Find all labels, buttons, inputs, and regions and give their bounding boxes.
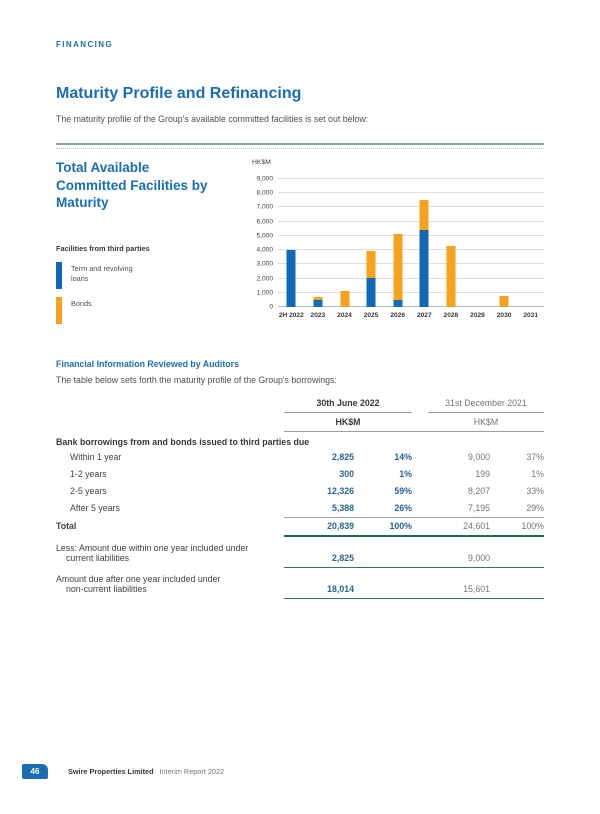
spacer <box>412 413 428 431</box>
pct-2022: 26% <box>394 502 412 513</box>
value-2022: 12,326 <box>327 485 354 496</box>
x-tick-label: 2025 <box>363 312 379 319</box>
pct-2022: 59% <box>394 485 412 496</box>
value-2022: 5,388 <box>331 502 354 513</box>
table-group-row: Bank borrowings from and bonds issued to third parties due <box>56 436 310 447</box>
col-header-2021: 31st December 2021 <box>428 398 544 413</box>
table-unit-row <box>56 413 544 431</box>
value-2022: 300 <box>339 468 354 479</box>
x-tick-label: 2H 2022 <box>278 312 304 319</box>
chart-legend <box>56 244 252 324</box>
pct-2021: 29% <box>526 502 544 513</box>
footer-company: Swire Properties Limited <box>68 767 154 776</box>
bar-segment <box>367 251 376 278</box>
y-axis-unit-label: HK$M <box>252 159 271 166</box>
bar-segment <box>446 246 455 307</box>
page-title: Maturity Profile and Refinancing <box>56 85 302 102</box>
row-label <box>56 543 284 563</box>
term-loans-swatch-icon <box>56 262 62 289</box>
x-tick-label: 2027 <box>416 312 432 319</box>
y-tick-label: 7,000 <box>256 203 273 211</box>
pct-2021: 100% <box>521 520 544 531</box>
spacer <box>56 398 284 413</box>
spacer <box>56 413 284 431</box>
unit-2021: HK$M <box>473 416 499 427</box>
value-2022: 18,014 <box>327 583 354 594</box>
borrowings-table <box>56 398 544 599</box>
chart-panel <box>56 143 544 332</box>
bar-segment <box>420 230 429 307</box>
row-rule <box>284 598 544 599</box>
spacer <box>412 398 428 413</box>
bar-segment <box>420 200 429 230</box>
footer-report-name: Interim Report 2022 <box>159 767 225 776</box>
y-tick-label: 1,000 <box>256 289 273 297</box>
page-footer <box>0 764 600 780</box>
table-row <box>56 483 544 500</box>
bar-segment <box>500 296 509 307</box>
value-2022: 2,825 <box>331 451 354 462</box>
value-2021: 9,000 <box>467 552 490 563</box>
bar-segment <box>340 291 349 307</box>
y-tick-label: 5,000 <box>256 232 273 240</box>
legend-label: Bonds <box>71 298 92 308</box>
chart-plot <box>278 179 544 307</box>
legend-title: Facilities from third parties <box>56 243 150 253</box>
bar-2h-2022 <box>287 179 296 307</box>
table-column-headers <box>56 398 544 413</box>
x-tick-label: 2023 <box>310 312 326 319</box>
x-tick-label: 2024 <box>337 312 352 319</box>
pct-2022: 1% <box>399 468 412 479</box>
y-tick-label: 6,000 <box>256 218 273 226</box>
row-label: Total <box>56 520 77 531</box>
pct-2021: 33% <box>526 485 544 496</box>
bar-segment <box>313 300 322 307</box>
row-label <box>56 574 284 594</box>
value-2021: 24,601 <box>463 520 490 531</box>
bar-segment <box>367 278 376 307</box>
col-header-2022: 30th June 2022 <box>284 398 412 413</box>
auditor-heading: Financial Information Reviewed by Auditors <box>56 358 239 369</box>
legend-item-bonds <box>56 297 252 324</box>
x-tick-label: 2029 <box>470 312 485 319</box>
y-tick-label: 9,000 <box>256 175 273 183</box>
x-tick-label: 2026 <box>390 312 406 319</box>
intro-text: The maturity profile of the Group's available committed facilities is set out below: <box>56 114 369 124</box>
row-label: 1-2 years <box>70 468 107 479</box>
unit-2022: HK$M <box>335 416 361 427</box>
bar-chart <box>252 159 544 332</box>
x-tick-label: 2031 <box>523 312 539 319</box>
bar-2030 <box>500 179 509 307</box>
bar-2026 <box>393 179 402 307</box>
bar-segment <box>393 300 402 307</box>
row-label-line1: Less: Amount due within one year included under <box>56 542 249 553</box>
pct-2022: 100% <box>389 520 412 531</box>
page-number-badge: 46 <box>22 764 48 779</box>
value-2021: 15,601 <box>463 583 490 594</box>
bar-2031 <box>526 179 535 307</box>
row-label-line2: non-current liabilities <box>66 583 147 594</box>
value-2022: 2,825 <box>331 552 354 563</box>
auditor-intro: The table below sets forth the maturity profile of the Group's borrowings: <box>56 374 337 385</box>
pct-2022: 14% <box>394 451 412 462</box>
bar-2028 <box>446 179 455 307</box>
bar-segment <box>287 250 296 307</box>
chart-x-axis <box>278 307 544 323</box>
row-label: 2-5 years <box>70 485 107 496</box>
bar-2025 <box>367 179 376 307</box>
y-tick-label: 8,000 <box>256 189 273 197</box>
value-2021: 8,207 <box>467 485 490 496</box>
x-tick-label: 2028 <box>443 312 459 319</box>
table-row <box>56 500 544 517</box>
table-row <box>56 449 544 466</box>
value-2021: 9,000 <box>467 451 490 462</box>
y-tick-label: 2,000 <box>256 275 273 283</box>
bar-segment <box>393 234 402 300</box>
bonds-swatch-icon <box>56 297 62 324</box>
value-2021: 7,195 <box>467 502 490 513</box>
row-label: Within 1 year <box>70 451 122 462</box>
row-label-line1: Amount due after one year included under <box>56 573 221 584</box>
legend-item-term-loans <box>56 262 252 289</box>
row-label: After 5 years <box>70 502 120 513</box>
bar-2023 <box>313 179 322 307</box>
table-row <box>56 466 544 483</box>
y-tick-label: 4,000 <box>256 246 273 254</box>
y-tick-label: 3,000 <box>256 260 273 268</box>
table-row <box>56 518 544 535</box>
x-tick-label: 2030 <box>496 312 512 319</box>
pct-2021: 1% <box>531 468 544 479</box>
chart-title: Total Available Committed Facilities by Maturity <box>56 160 208 211</box>
chart-y-axis <box>252 175 278 311</box>
pct-2021: 37% <box>526 451 544 462</box>
table-row <box>56 568 544 598</box>
section-label: FINANCING <box>56 40 114 49</box>
legend-label: Term and revolving loans <box>71 263 133 283</box>
row-label-line2: current liabilities <box>66 552 130 563</box>
bar-2024 <box>340 179 349 307</box>
bar-2029 <box>473 179 482 307</box>
value-2021: 199 <box>475 468 490 479</box>
value-2022: 20,839 <box>327 520 354 531</box>
y-tick-label: 0 <box>269 303 273 311</box>
bar-2027 <box>420 179 429 307</box>
table-row <box>56 537 544 567</box>
